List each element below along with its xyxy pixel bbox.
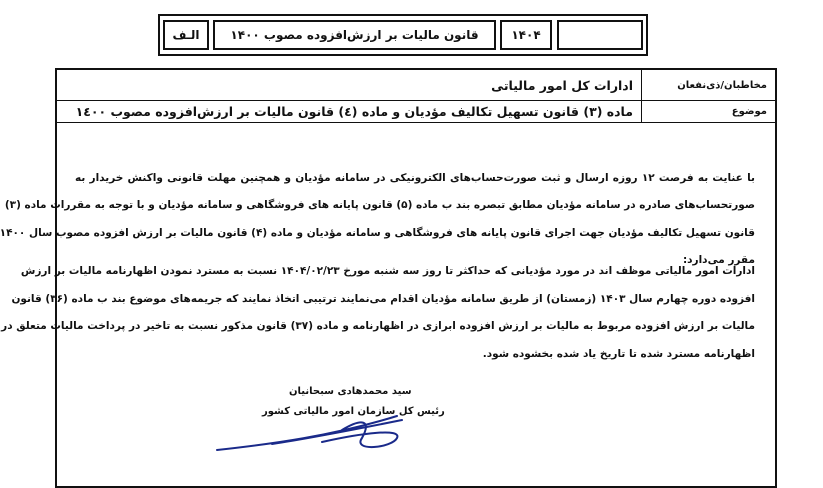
- document-header-box: [158, 14, 648, 56]
- body-line: مقرر می‌دارد:: [682, 254, 755, 266]
- body-line: افزوده دوره چهارم سال ۱۴۰۳ (زمستان) از طریق سامانه مؤدیان اقدام می‌نمایند ترتیبی اتخاذ نمایند که جریمه‌های موضوع بند ب ماده (۳۶) قانون: [11, 293, 755, 305]
- handwritten-signature: [212, 408, 412, 458]
- body-line: مالیات بر ارزش افزوده مربوط به مالیات بر ارزش افزوده ابرازی در اظهارنامه و ماده (۳۷) قانون مذکور نسبت به تاخیر در پرداخت مالیات متعلق در: [1, 320, 755, 332]
- audience-label: مخاطبان/ذی‌نفعان: [641, 70, 775, 100]
- body-line: ادارات امور مالیاتی موظف اند در مورد مؤدیانی که حداکثر تا روز سه شنبه مورخ ۱۴۰۴/۰۲/۲۳ نسبت به مسترد نمودن اظهارنامه مالیات بر ارزش: [20, 265, 755, 277]
- signatory-title: رئیس کل سازمان امور مالیاتی کشور: [262, 406, 445, 417]
- body-line: قانون تسهیل تکالیف مؤدیان جهت اجرای قانون پایانه های فروشگاهی و سامانه مؤدیان و ماده (۴) قانون مالیات بر ارزش افزوده مصوب سال ۱۴۰۰: [0, 227, 755, 239]
- subject-label: موضوع: [641, 100, 775, 122]
- subject-row: [57, 100, 775, 123]
- header-title: قانون مالیات بر ارزش‌افزوده مصوب ۱۴۰۰: [213, 20, 496, 50]
- body-line: صورتحساب‌های صادره در سامانه مؤدیان مطابق تبصره بند ب ماده (۵) قانون پایانه های فروشگاهی و سامانه مؤدیان و با توجه به مقررات ماده (۳): [4, 199, 755, 211]
- circular-table: [0, 68, 777, 488]
- header-empty-cell: [557, 20, 643, 50]
- signatory-name: سید محمدهادی سبحانیان: [289, 386, 412, 397]
- subject-value: ماده (۳) قانون تسهیل تکالیف مؤدیان و ماده (٤) قانون مالیات بر ارزش‌افزوده مصوب ۱٤۰۰: [75, 103, 633, 119]
- body-line: با عنایت به فرصت ۱۲ روزه ارسال و ثبت صورت‌حساب‌های الکترونیکی در سامانه مؤدیان و همچنین مهلت قانونی واکنش خریدار به: [75, 172, 755, 184]
- audience-value: ادارات کل امور مالیاتی: [491, 77, 633, 93]
- header-year: ۱۴۰۴: [500, 20, 552, 50]
- body-line: اظهارنامه مسترد شده تا تاریخ یاد شده بخشوده شود.: [482, 348, 755, 360]
- audience-row: [57, 70, 775, 101]
- header-series: الـف: [163, 20, 209, 50]
